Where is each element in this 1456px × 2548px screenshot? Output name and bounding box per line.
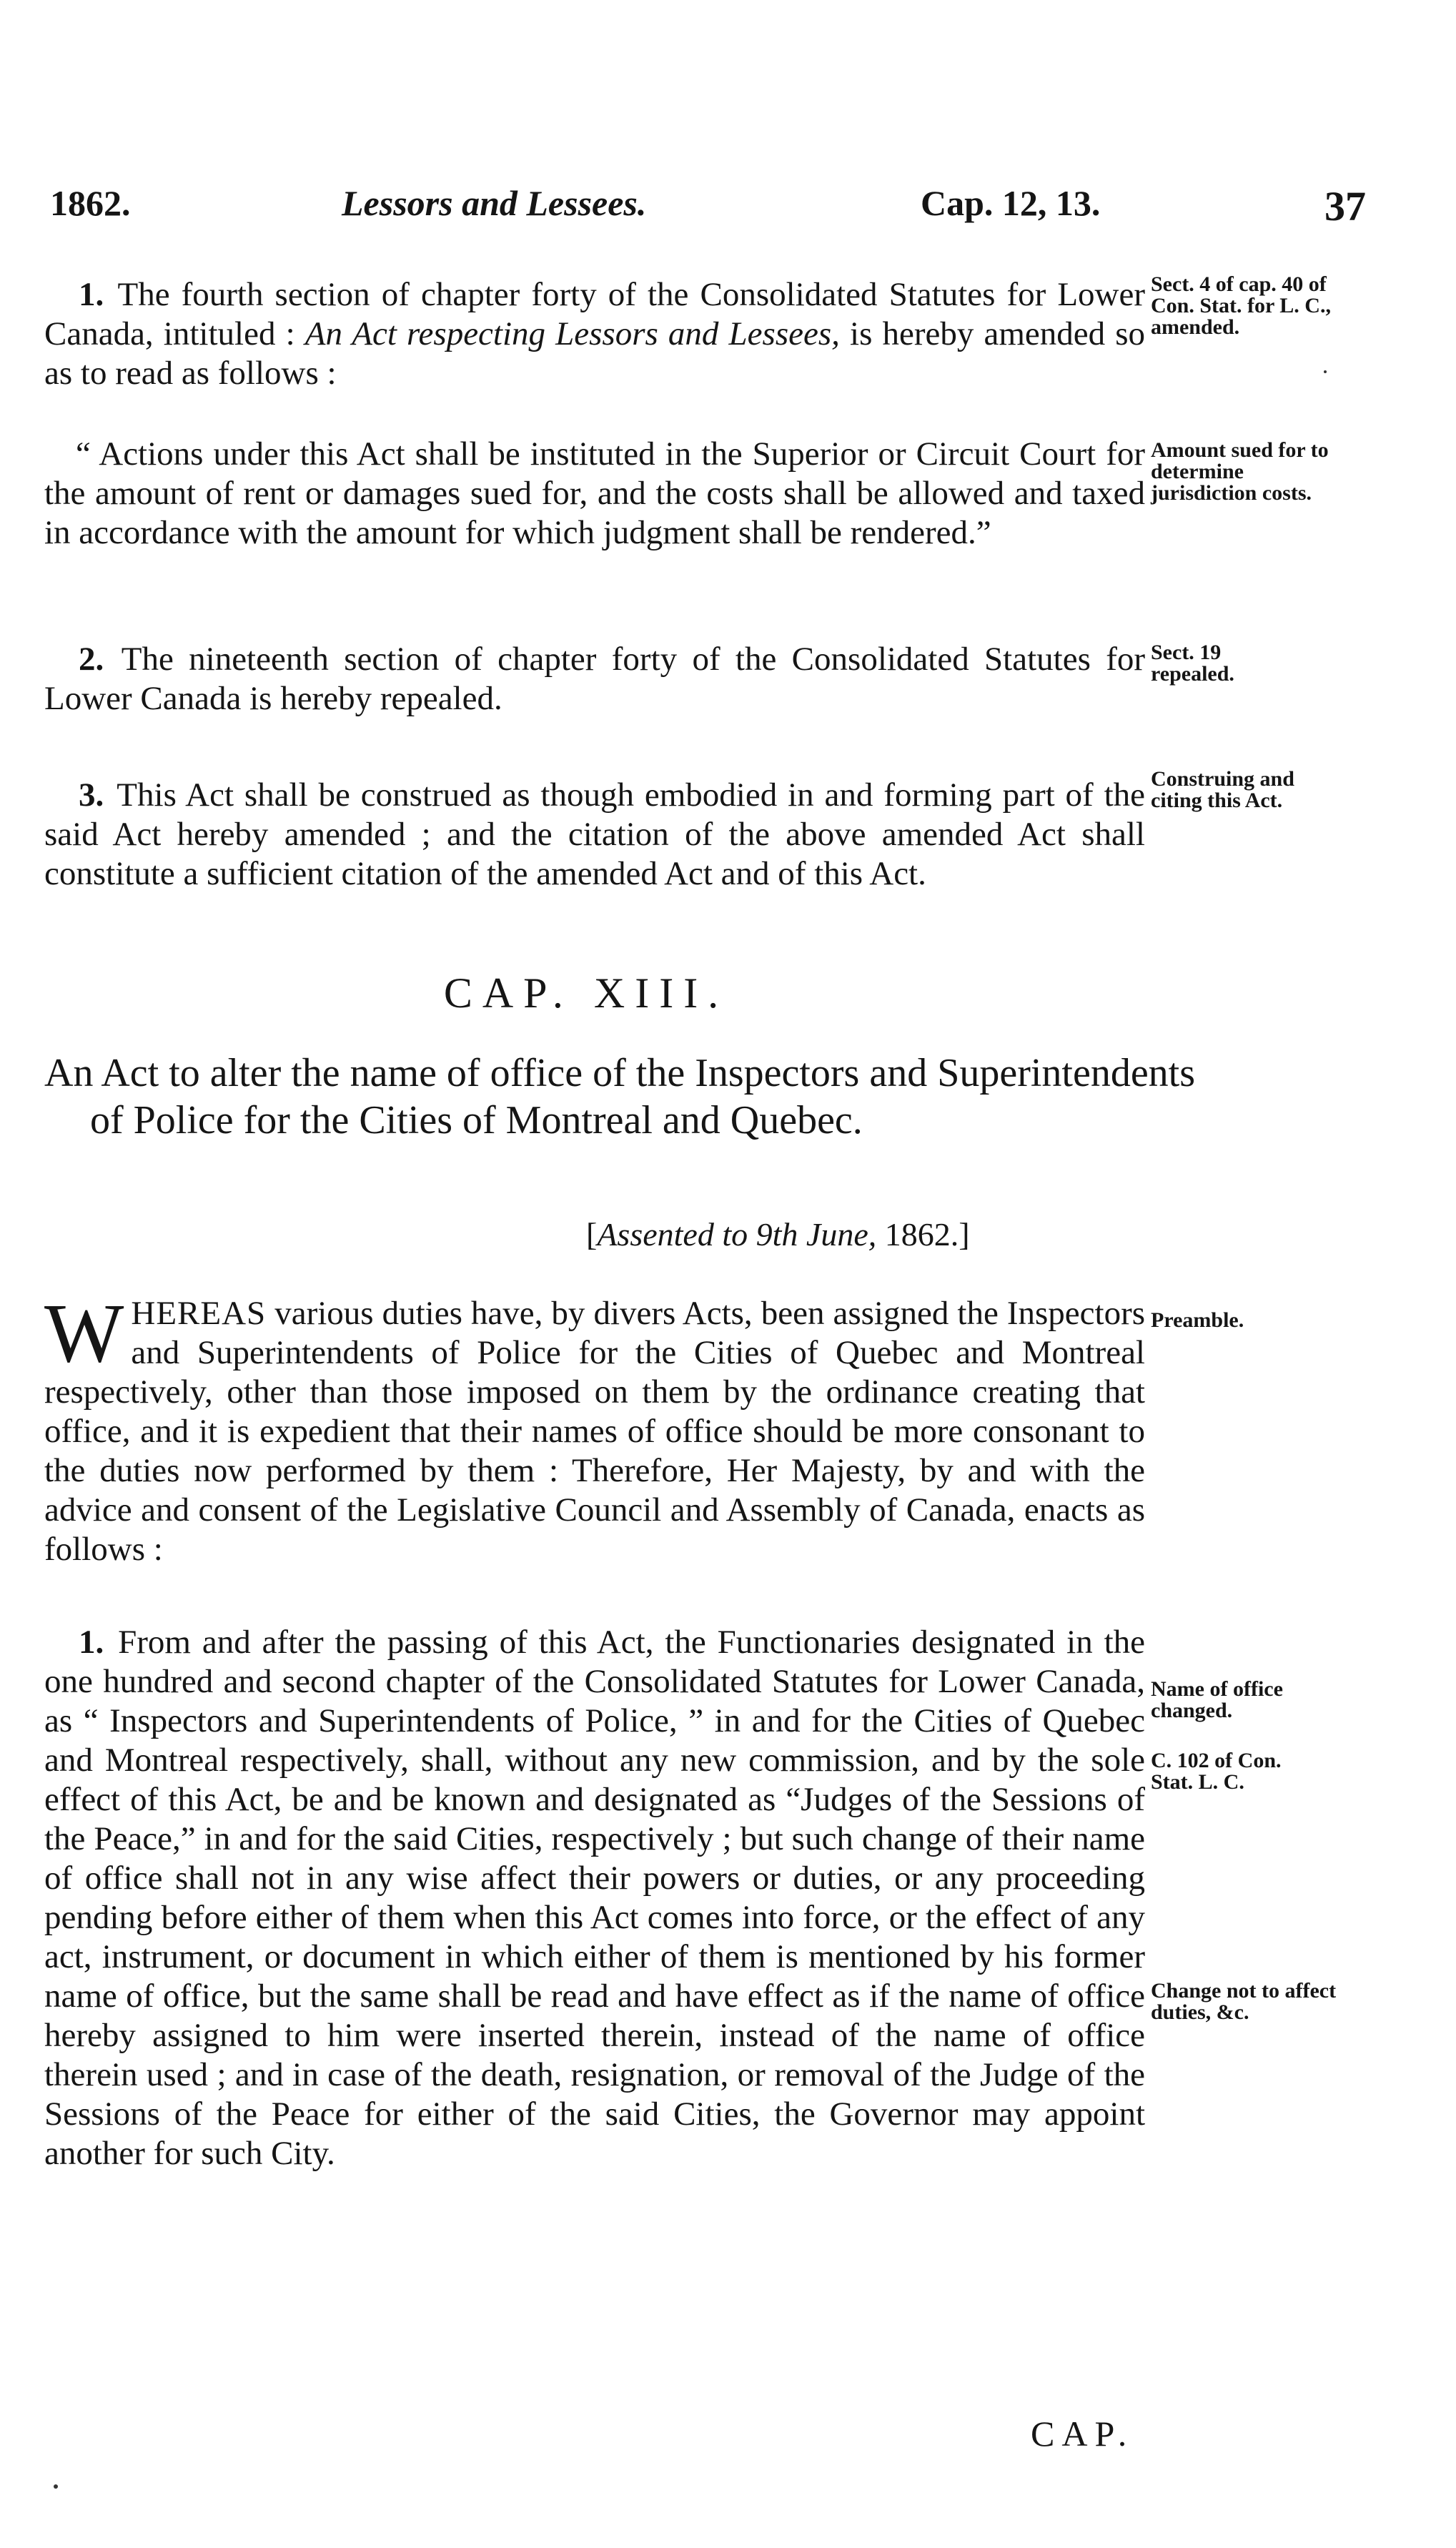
assent-year: 1862.] — [884, 1216, 970, 1253]
cap12-section-3 — [44, 776, 1145, 894]
section-text: The fourth section of chapter forty of the Consolidated Statutes for Lower Canada, intituled : — [44, 276, 1146, 352]
margin-note-sect4: Sect. 4 of cap. 40 of Con. Stat. for L. C., amended. — [1151, 272, 1331, 339]
header-year: 1862. — [50, 183, 131, 223]
preamble-text: various duties have, by divers Acts, been assigned the Inspectors and Superintendents of Police for the Cities of Quebec and Montreal respectively, other than those imposed on them by the ordinance creating that office, and it is expedient that their names of office should be more consonant to the duties now performed by them : Therefore, Her Majesty, by and with the advice and consent of the Legislative Council and Assembly of Canada, enacts as follows : — [44, 1295, 1146, 1568]
section-text-tail: is hereby amended so as to read as follows : — [44, 315, 1146, 392]
scan-speck — [1324, 370, 1327, 373]
cap12-quoted-amendment — [44, 435, 1145, 553]
drop-cap: W — [44, 1286, 124, 1380]
cap12-section-1 — [44, 275, 1145, 393]
quoted-text: “ Actions under this Act shall be instituted in the Superior or Circuit Court for the amount of rent or damages sued for, and the costs shall be allowed and taxed in accordance with the amount for which judgment shall be rendered.” — [44, 435, 1145, 551]
header-chapter-ref: Cap. 12, 13. — [921, 183, 1101, 223]
margin-note-name-changed: Name of office changed. — [1151, 1677, 1283, 1722]
margin-note-sect19: Sect. 19 repealed. — [1151, 641, 1234, 686]
section-number: 1. — [79, 1624, 104, 1661]
preamble — [44, 1286, 1146, 1637]
section-text: From and after the passing of this Act, the Functionaries designated in the one hundred and second chapter of the Consolidated Statutes for Lower Canada, as “ Inspectors and Superintendents of Police, ” in and for the Cities of Quebec and Montreal respectively, shall, without any new commission, and by the sole effect of this Act, be and be known and designated as “Judges of the Sessions of the Peace,” in and for the said Cities, respectively ; but such change of their name of office shall not in any wise affect their powers or duties, or any proceeding pending before either of them when this Act comes into force, or the effect of any act, instrument, or document in which either of them is mentioned by his former name of office, but the same shall be read and have effect as if the name of office hereby assigned to him were inserted therein, instead of the name of office therein used ; and in case of the death, resignation, or removal of the Judge of the Sessions of the Peace for either of the said Cities, the Governor may appoint another for such City. — [44, 1624, 1146, 2172]
running-header — [50, 182, 1366, 240]
margin-note-amount-sued: Amount sued for to determine jurisdiction costs. — [1151, 438, 1329, 505]
margin-note-c102: C. 102 of Con. Stat. L. C. — [1151, 1749, 1282, 1794]
margin-note-preamble: Preamble. — [1151, 1308, 1244, 1332]
section-text: The nineteenth section of chapter forty of the Consolidated Statutes for Lower Canada is hereby repealed. — [44, 641, 1145, 717]
preamble-lead-word: HEREAS — [131, 1295, 267, 1332]
cap13-section-1 — [44, 1623, 1145, 2424]
section-text: This Act shall be construed as though embodied in and forming part of the said Act hereby amended ; and the citation of the above amended Act shall constitute a sufficient citation of the amended Act and of this Act. — [44, 776, 1146, 892]
page-number: 37 — [1324, 183, 1366, 229]
act-title-italic: An Act respecting Lessors and Lessees, — [304, 315, 840, 352]
assent-date — [586, 1215, 970, 1253]
catchword: CAP. — [1031, 2414, 1134, 2454]
scan-speck — [54, 2484, 58, 2489]
act-title: An Act to alter the name of office of the Inspectors and Superintendents of Police for the Cities of Montreal and Quebec. — [44, 1051, 1196, 1142]
margin-note-change-not-affect: Change not to affect duties, &c. — [1151, 1979, 1337, 2024]
margin-note-construing: Construing and citing this Act. — [1151, 767, 1294, 812]
assent-text: Assented to 9th June, — [597, 1216, 877, 1253]
section-number: 3. — [79, 776, 104, 814]
assent-bracket: [ — [586, 1216, 598, 1253]
section-number: 1. — [79, 276, 104, 313]
section-number: 2. — [79, 641, 104, 678]
chapter-heading: CAP. XIII. — [443, 969, 729, 1017]
header-running-title: Lessors and Lessees. — [342, 183, 647, 223]
cap12-section-2 — [44, 640, 1145, 719]
